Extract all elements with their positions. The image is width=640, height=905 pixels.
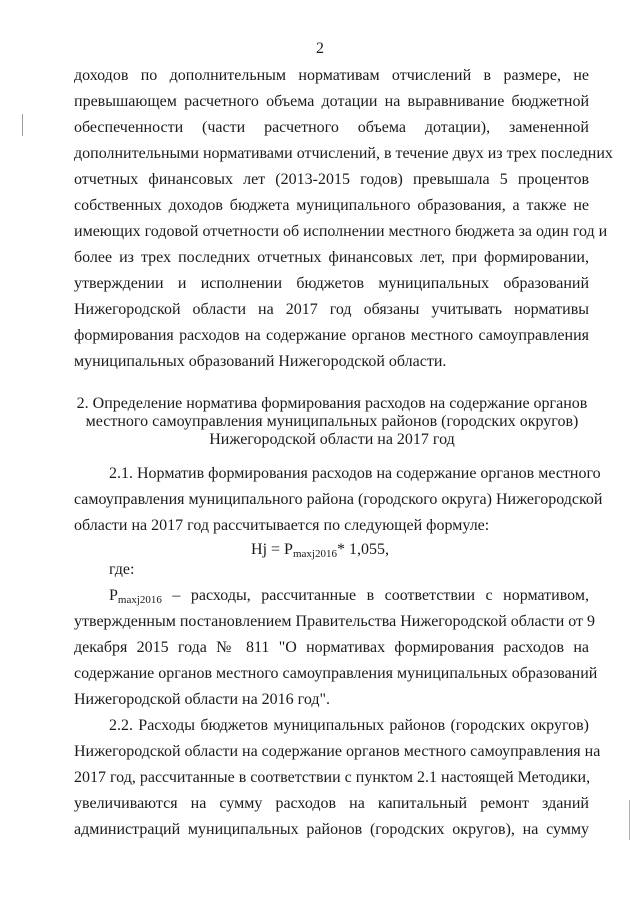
paragraph-line: доходов по дополнительным нормативам отчислений в размере, не [74,67,589,84]
paragraph-line: муниципальных образований Нижегородской области. [74,353,447,370]
paragraph-line: увеличиваются на сумму расходов на капитальный ремонт зданий [74,795,589,812]
formula-rhs: * 1,055, [336,541,389,558]
paragraph-line: формирования расходов на содержание органов местного самоуправления [74,327,589,344]
scan-edge-mark [629,800,630,840]
paragraph-line: утвержденным постановлением Правительства Нижегородской области от 9 [74,613,596,630]
definition-symbol: P [109,587,118,604]
paragraph-line: более из трех последних отчетных финансовых лет, при формировании, [74,249,589,266]
paragraph-line: дополнительными нормативами отчислений, в течение двух из трех последних [74,145,613,162]
page-number: 2 [316,40,324,57]
paragraph-line: превышающем расчетного объема дотации на выравнивание бюджетной [74,93,589,110]
formula-lhs: Hj = P [251,541,293,558]
paragraph-line: области на 2017 год рассчитывается по следующей формуле: [74,517,490,534]
paragraph-line: имеющих годовой отчетности об исполнении местного бюджета за один год и [74,223,608,240]
paragraph-line: Нижегородской области на 2016 год". [74,691,331,708]
formula-subscript: maxj2016 [292,548,337,560]
definition-first-line [109,586,589,606]
paragraph-line: самоуправления муниципального района (городского округа) Нижегородской [74,491,603,508]
where-label: где: [109,561,135,578]
definition-subscript: maxj2016 [117,594,162,606]
section-heading-line: местного самоуправления муниципальных районов (городских округов) [85,413,579,430]
paragraph-line: собственных доходов бюджета муниципального образования, а также не [74,197,589,214]
scan-margin-mark [22,114,23,136]
paragraph-line: Нижегородской области на 2017 год обязаны учитывать нормативы [74,301,589,318]
paragraph-line: администраций муниципальных районов (городских округов), на сумму [74,821,589,838]
paragraph-line: содержание органов местного самоуправления муниципальных образований [74,665,598,682]
paragraph-line: Нижегородской области на содержание органов местного самоуправления на [74,743,601,760]
paragraph-line: декабря 2015 года № 811 "О нормативах формирования расходов на [74,639,589,656]
paragraph-line: обеспеченности (части расчетного объема дотации), замененной [74,119,589,136]
paragraph-line: 2017 год, рассчитанные в соответствии с пунктом 2.1 настоящей Методики, [74,769,591,786]
paragraph-line: 2.1. Норматив формирования расходов на содержание органов местного [109,465,601,482]
paragraph-line: отчетных финансовых лет (2013-2015 годов) превышала 5 процентов [74,171,589,188]
formula [0,540,640,560]
paragraph-line: 2.2. Расходы бюджетов муниципальных районов (городских округов) [109,717,589,734]
paragraph-line: утверждении и исполнении бюджетов муниципальных образований [74,275,589,292]
definition-text: – расходы, рассчитанные в соответствии с нормативом, [161,587,589,604]
section-heading-line: Нижегородской области на 2017 год [209,431,455,448]
section-heading-line: 2. Определение норматива формирования расходов на содержание органов [76,395,588,412]
